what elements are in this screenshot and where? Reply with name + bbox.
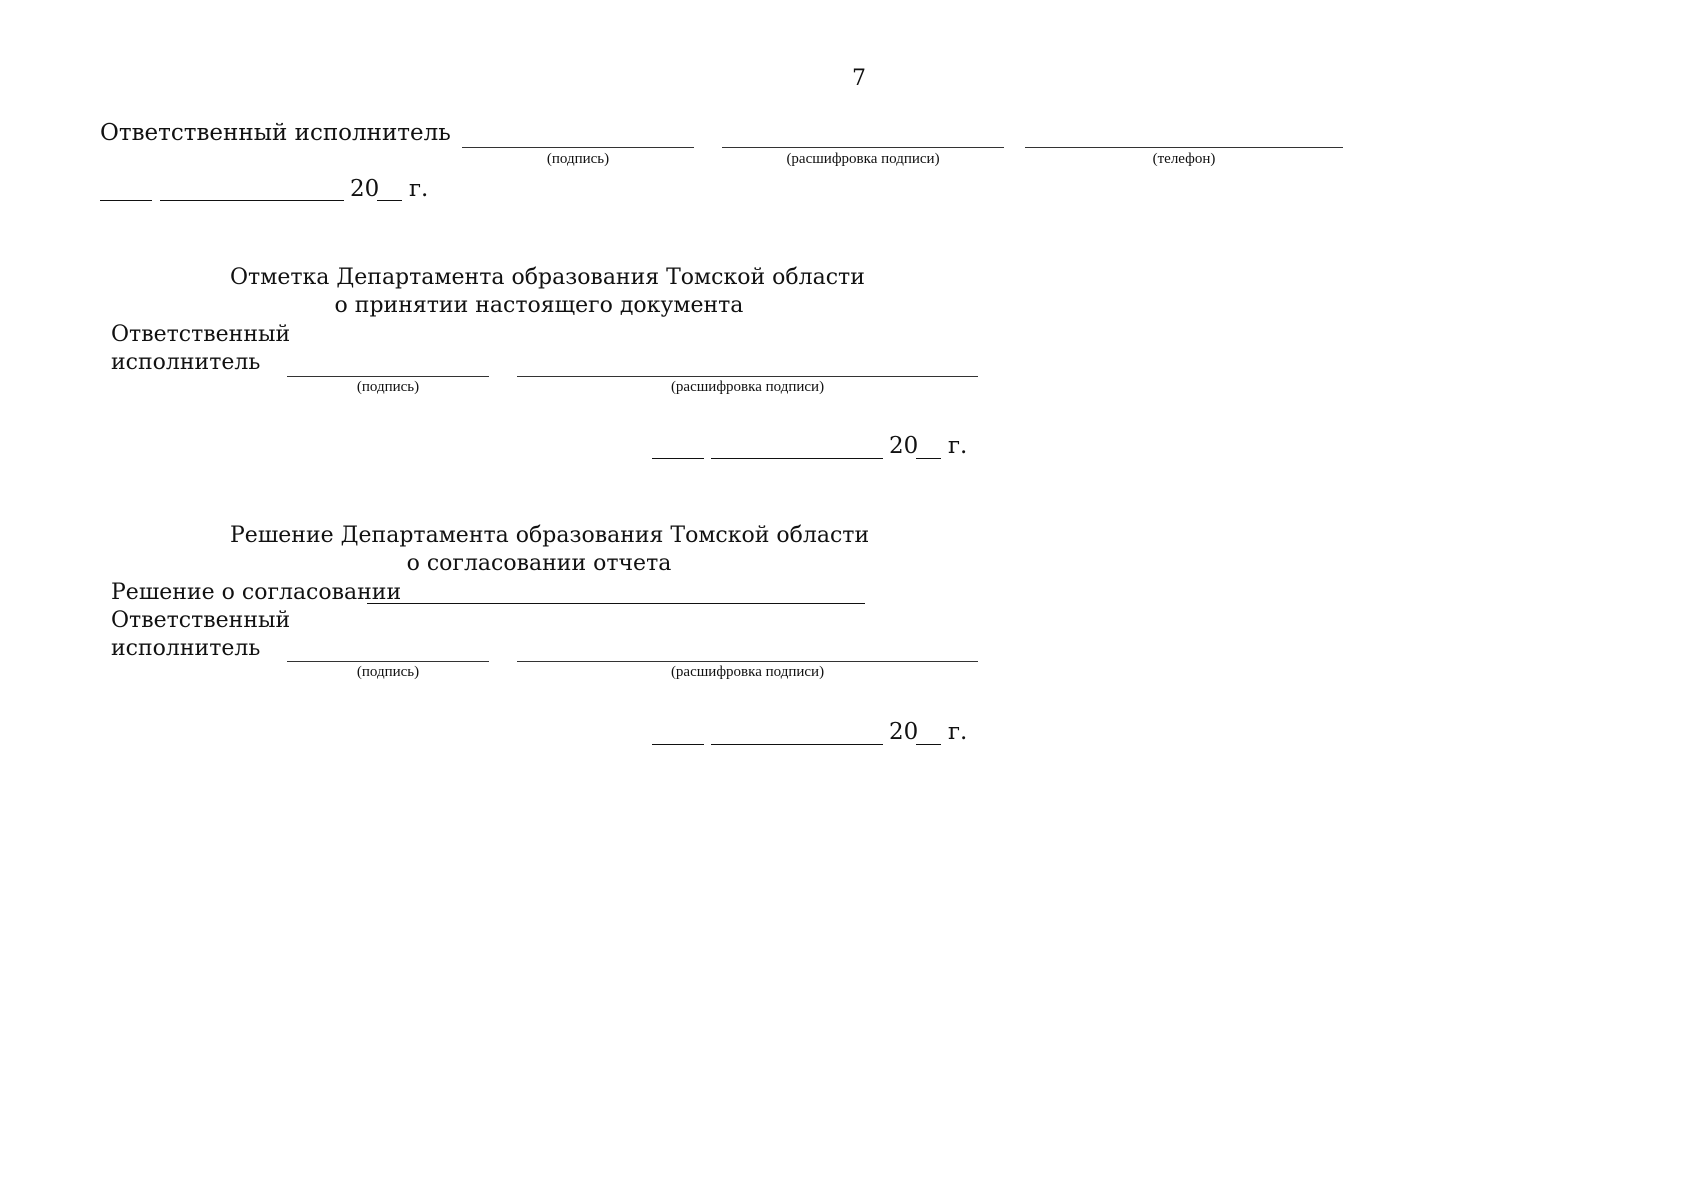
signature-decoding-line [722,147,1004,148]
acceptance-signature-line [287,376,489,377]
acceptance-executor-label-line1: Ответственный [111,322,291,347]
decision-label: Решение о согласовании [111,580,402,605]
decision-signature-caption: (подпись) [356,664,420,680]
acceptance-signature-caption: (подпись) [356,379,420,395]
page-number: 7 [852,66,866,91]
phone-line [1025,147,1343,148]
acceptance-executor-label-line2: исполнитель [111,350,261,375]
date-suffix: г. [409,176,429,202]
acceptance-decoding-line [517,376,978,377]
month-blank [711,744,883,745]
responsible-executor-label: Ответственный исполнитель [100,120,451,146]
year-blank [916,744,941,745]
date-suffix: г. [948,433,968,459]
day-blank [652,744,704,745]
date-suffix: г. [948,719,968,745]
decision-line [367,603,865,604]
year-blank [916,458,941,459]
year-blank [377,200,402,201]
decision-executor-label-line1: Ответственный [111,608,291,633]
date-year: 20 [889,433,919,459]
decision-decoding-line [517,661,978,662]
acceptance-heading-line2: о принятии настоящего документа [334,293,744,318]
acceptance-decoding-caption: (расшифровка подписи) [670,379,825,395]
decision-executor-label-line2: исполнитель [111,636,261,661]
signature-decoding-caption: (расшифровка подписи) [786,151,940,167]
decision-heading-line2: о согласовании отчета [406,551,672,576]
acceptance-heading-line1: Отметка Департамента образования Томской области [230,265,865,290]
date-year: 20 [350,176,380,202]
decision-heading-line1: Решение Департамента образования Томской области [230,523,870,548]
signature-line [462,147,694,148]
day-blank [652,458,704,459]
date-year: 20 [889,719,919,745]
phone-caption: (телефон) [1152,151,1216,167]
signature-caption: (подпись) [546,151,610,167]
month-blank [711,458,883,459]
decision-signature-line [287,661,489,662]
decision-decoding-caption: (расшифровка подписи) [670,664,825,680]
day-blank [100,200,152,201]
month-blank [160,200,344,201]
